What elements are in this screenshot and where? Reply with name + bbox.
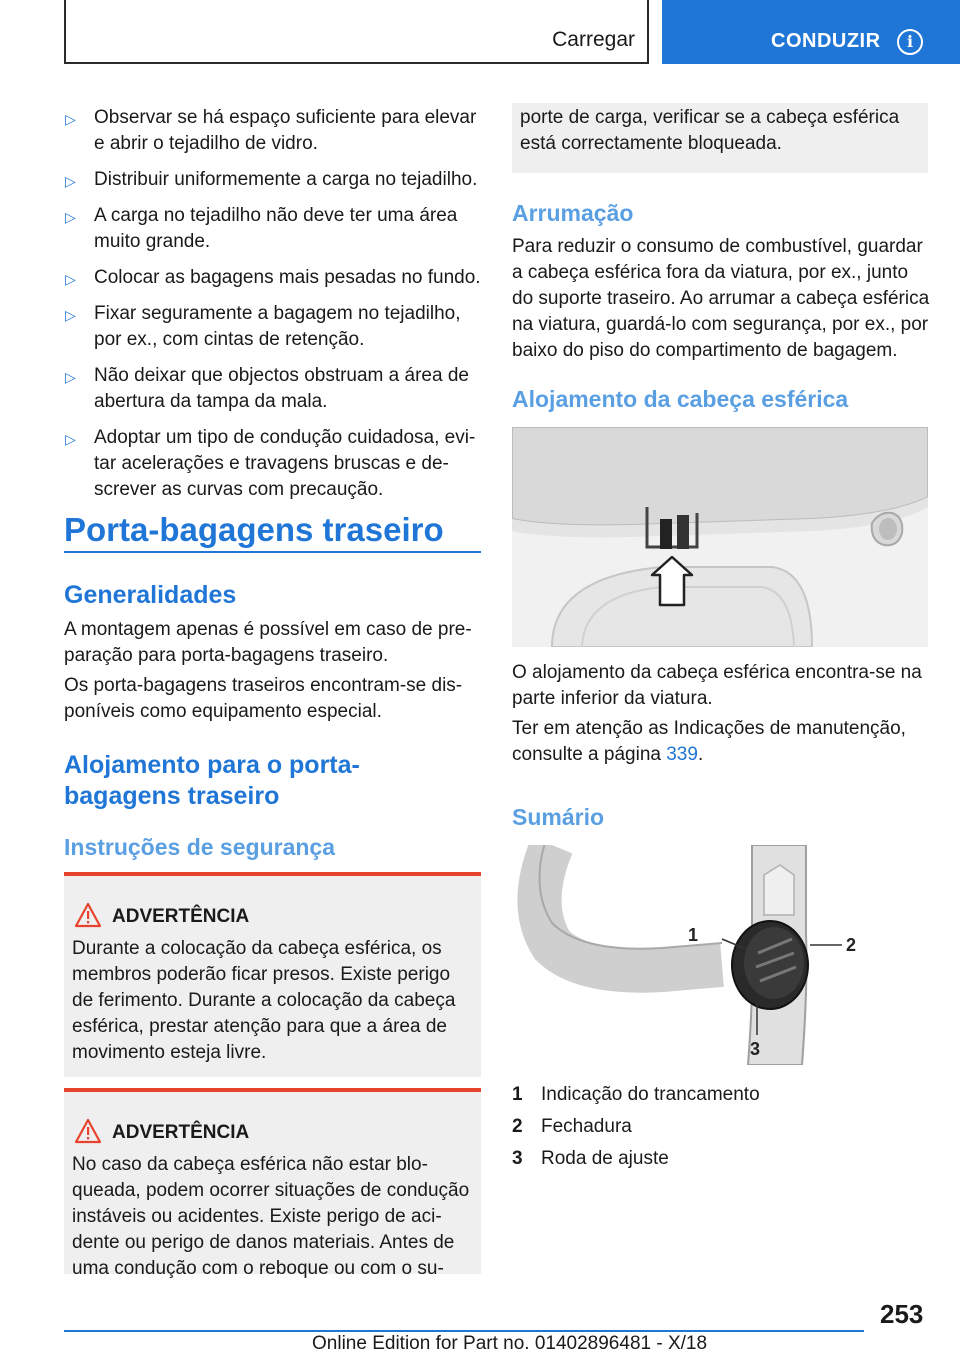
list-item: ▷ Observar se há espaço suficiente para elevar e abrir o tejadilho de vidro.: [65, 107, 477, 154]
car-underside-illustration: [512, 427, 928, 647]
triangle-bullet-icon: ▷: [65, 209, 76, 225]
title-divider: [64, 551, 481, 553]
list-item: ▷ A carga no tejadilho não deve ter uma área muito grande.: [65, 205, 458, 252]
page-link[interactable]: 339: [666, 744, 698, 765]
storage-paragraph: Para reduzir o consumo de combustível, guardar a cabeça esférica fora da viatura, por ex., junto do suporte traseiro. Ao arrumar a cabeça esférica na viatura, guardá-lo com segurança, por ex., por baixo do piso do compartimento de bagagem.: [512, 236, 930, 361]
list-item: ▷ Fixar seguramente a bagagem no tejadilho, por ex., com cintas de retenção.: [65, 303, 461, 350]
general-paragraph-1: A montagem apenas é possível em caso de pre-paração para porta-bagagens traseiro.: [64, 619, 472, 666]
continued-warning-text: porte de carga, verificar se a cabeça esférica está correctamente bloqueada.: [520, 107, 900, 154]
storage-heading: Arrumação: [512, 200, 634, 226]
info-icon[interactable]: i: [897, 29, 923, 55]
list-item: ▷ Não deixar que objectos obstruam a área de abertura da tampa da mala.: [65, 365, 469, 412]
mount-heading: Alojamento para o porta-bagagens traseiro: [64, 751, 360, 810]
list-item: ▷ Colocar as bagagens mais pesadas no fundo.: [64, 265, 482, 291]
continued-warning-box: [512, 103, 928, 173]
housing-paragraph: O alojamento da cabeça esférica encontra-se na parte inferior da viatura.: [512, 662, 922, 709]
triangle-bullet-icon: ▷: [65, 369, 76, 385]
summary-heading: Sumário: [512, 804, 605, 830]
legend-item: 1 Indicação do trancamento: [512, 1084, 760, 1105]
warning-text: No caso da cabeça esférica não estar blo-queada, podem ocorrer situações de condução instáveis ou acidentes. Existe perigo de aci-dente ou perigo de danos materiais. Antes de uma condução com o reboque ou com o su-: [72, 1154, 470, 1279]
chapter-title: Porta-bagagens traseiro: [64, 511, 444, 548]
warning-box-2: [64, 1088, 481, 1279]
page-number: 253: [880, 1299, 924, 1329]
warning-triangle-icon: [74, 1118, 102, 1144]
footer-divider: [64, 1330, 864, 1332]
ball-head-diagram: [512, 845, 928, 1065]
warning-text: Durante a colocação da cabeça esférica, os membros poderão ficar presos. Existe perigo de ferimento. Durante a colocação da cabeça esférica, prestar atenção para que a área de movimento esteja livre.: [72, 938, 456, 1063]
warning-title: ADVERTÊNCIA: [112, 906, 250, 927]
ball-head-housing-image: [512, 427, 928, 647]
triangle-bullet-icon: ▷: [65, 307, 76, 323]
triangle-bullet-icon: ▷: [65, 111, 76, 127]
header-tab-carregar[interactable]: [64, 0, 649, 64]
bullet-list: [64, 105, 482, 513]
legend-item: 2 Fechadura: [512, 1116, 632, 1137]
maintenance-paragraph: Ter em atenção as Indicações de manutenção, consulte a página 339.: [512, 718, 906, 765]
footer-edition: Online Edition for Part no. 01402896481 - X/18: [312, 1333, 708, 1354]
header-tab-label: Carregar: [552, 28, 635, 51]
diagram-label-2: 2: [846, 935, 857, 955]
legend-list: [512, 1079, 930, 1175]
warning-title: ADVERTÊNCIA: [112, 1122, 250, 1143]
ball-head-lock-illustration: [512, 845, 928, 1065]
warning-triangle-icon: [74, 902, 102, 928]
general-heading: Generalidades: [64, 581, 237, 609]
triangle-bullet-icon: ▷: [65, 173, 76, 189]
legend-item: 3 Roda de ajuste: [512, 1148, 669, 1169]
list-item: ▷ Distribuir uniformemente a carga no tejadilho.: [64, 167, 482, 193]
header-section-label: CONDUZIR: [771, 30, 881, 52]
housing-heading: Alojamento da cabeça esférica: [512, 386, 849, 412]
safety-heading: Instruções de segurança: [64, 834, 335, 860]
triangle-bullet-icon: ▷: [65, 431, 76, 447]
diagram-label-3: 3: [750, 1039, 761, 1059]
triangle-bullet-icon: ▷: [65, 271, 76, 287]
diagram-label-1: 1: [688, 925, 699, 945]
list-item: ▷ Adoptar um tipo de condução cuidadosa, evi-tar acelerações e travagens bruscas e de-screver as curvas com precaução.: [65, 427, 476, 500]
warning-box-1: [64, 872, 481, 1077]
general-paragraph-2: Os porta-bagagens traseiros encontram-se dis-poníveis como equipamento especial.: [64, 675, 463, 722]
header-section-conduzir[interactable]: [662, 0, 960, 64]
